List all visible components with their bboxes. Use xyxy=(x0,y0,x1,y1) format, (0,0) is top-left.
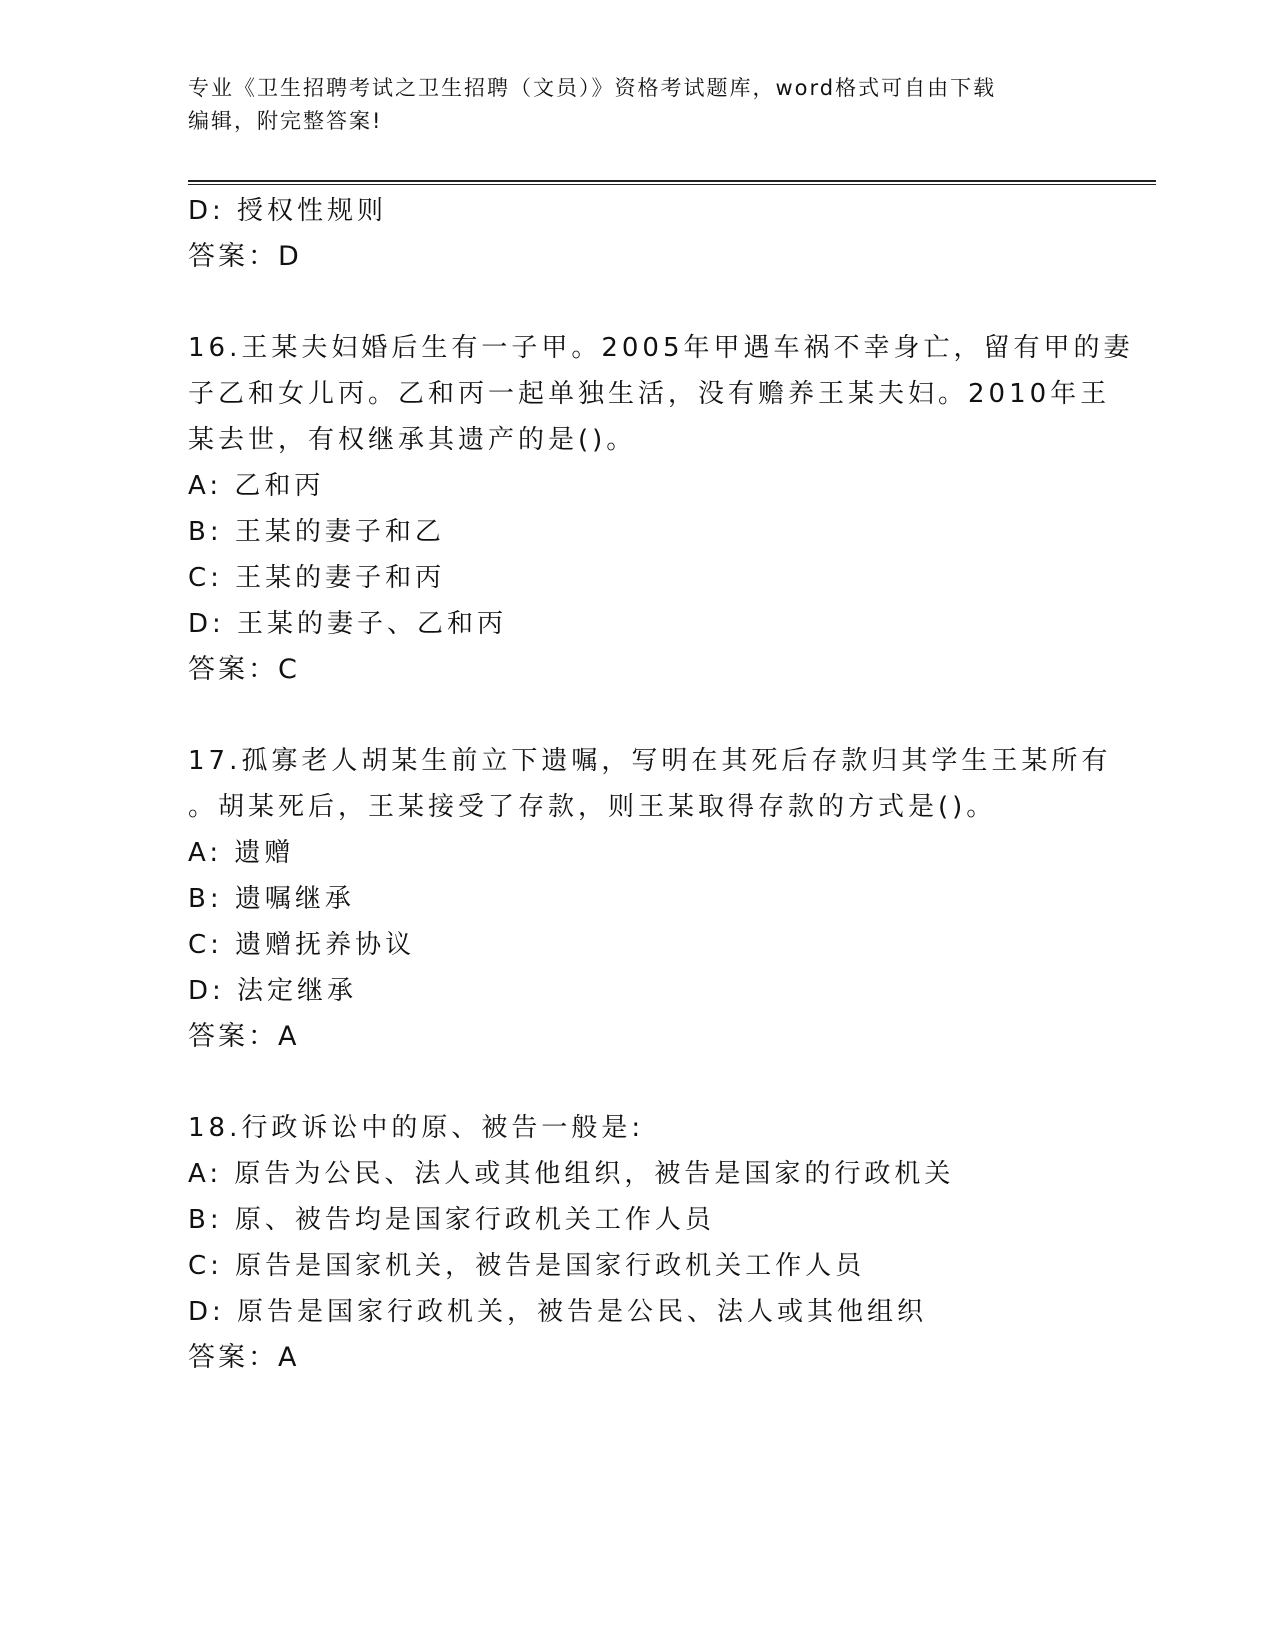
header-line-2: 编辑，附完整答案! xyxy=(188,109,383,133)
stem-line: 子乙和女儿丙。乙和丙一起单独生活，没有赡养王某夫妇。2010年王 xyxy=(188,379,1111,409)
spacer xyxy=(188,1060,1108,1105)
spacer xyxy=(188,280,1108,325)
option-c: C: 原告是国家机关，被告是国家行政机关工作人员 xyxy=(188,1251,866,1281)
answer-line: 答案：D xyxy=(188,241,302,272)
question-stem xyxy=(188,325,1134,463)
option-d: D: 原告是国家行政机关，被告是公民、法人或其他组织 xyxy=(188,1297,928,1327)
question-stem xyxy=(188,1105,1108,1151)
option-d: D: 授权性规则 xyxy=(188,196,388,226)
question-list xyxy=(188,188,1134,1381)
answer-line: 答案：A xyxy=(188,1021,300,1052)
option-a: A: 乙和丙 xyxy=(188,471,325,501)
question-stem xyxy=(188,738,1112,830)
spacer xyxy=(188,693,1108,738)
stem-line: 某去世，有权继承其遗产的是()。 xyxy=(188,425,637,455)
stem-line: 16.王某夫妇婚后生有一子甲。2005年甲遇车祸不幸身亡，留有甲的妻 xyxy=(188,333,1134,363)
header-line-1: 专业《卫生招聘考试之卫生招聘（文员）》资格考试题库，word格式可自由下载 xyxy=(188,76,997,100)
stem-line: 18.行政诉讼中的原、被告一般是: xyxy=(188,1113,645,1143)
question-17 xyxy=(188,738,1112,1060)
option-d: D: 王某的妻子、乙和丙 xyxy=(188,609,508,639)
answer-line: 答案：A xyxy=(188,1342,300,1373)
question-16 xyxy=(188,325,1134,693)
header-rule-thick xyxy=(188,180,1156,182)
question-18 xyxy=(188,1105,1108,1381)
header-rule-thin xyxy=(188,184,1156,185)
stem-line: 17.孤寡老人胡某生前立下遗嘱，写明在其死后存款归其学生王某所有 xyxy=(188,746,1112,776)
option-b: B: 遗嘱继承 xyxy=(188,884,355,914)
option-b: B: 王某的妻子和乙 xyxy=(188,517,445,547)
option-a: A: 遗赠 xyxy=(188,838,295,868)
answer-line: 答案：C xyxy=(188,654,300,685)
option-b: B: 原、被告均是国家行政机关工作人员 xyxy=(188,1205,715,1235)
previous-question-tail xyxy=(188,188,1108,280)
stem-line: 。胡某死后，王某接受了存款，则王某取得存款的方式是()。 xyxy=(188,792,997,822)
option-c: C: 王某的妻子和丙 xyxy=(188,563,446,593)
option-a: A: 原告为公民、法人或其他组织，被告是国家的行政机关 xyxy=(188,1159,955,1189)
option-d: D: 法定继承 xyxy=(188,976,358,1006)
option-c: C: 遗赠抚养协议 xyxy=(188,930,416,960)
document-header xyxy=(188,72,1108,138)
